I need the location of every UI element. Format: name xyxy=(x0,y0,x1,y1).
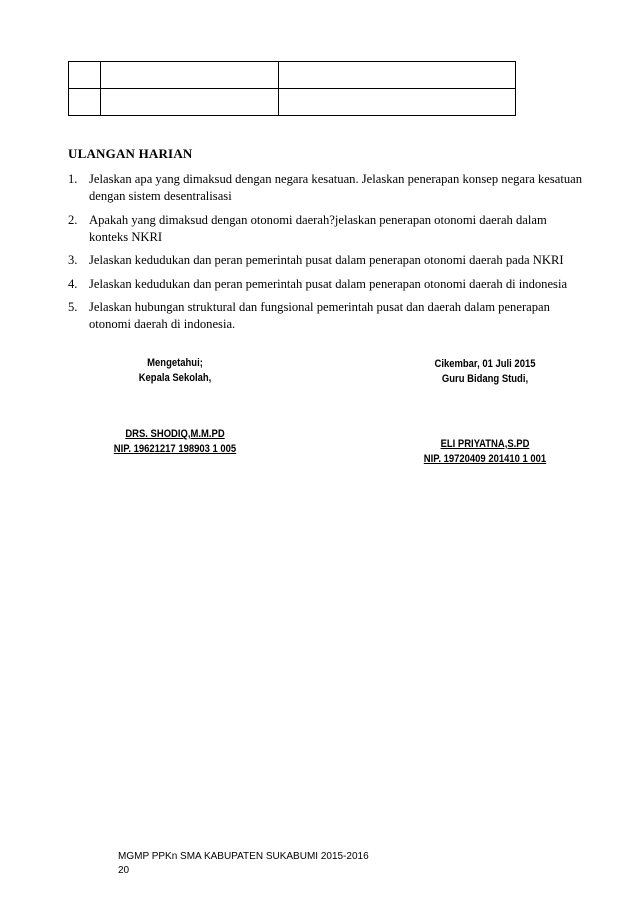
signature-block-teacher xyxy=(412,357,558,467)
question-number: 4. xyxy=(68,276,78,291)
signature-acknowledge: Mengetahui; xyxy=(147,357,203,369)
signature-nip: NIP. 19720409 201410 1 001 xyxy=(423,453,547,465)
footer-text: MGMP PPKn SMA KABUPATEN SUKABUMI 2015-2016 xyxy=(118,851,369,862)
signature-name: ELI PRIYATNA,S.PD xyxy=(440,438,530,450)
table-cell xyxy=(101,62,279,89)
section-title: ULANGAN HARIAN xyxy=(68,146,193,161)
signature-name: DRS. SHODIQ,M.M.PD xyxy=(125,428,225,440)
signature-place-date: Cikembar, 01 Juli 2015 xyxy=(434,358,536,370)
question-item xyxy=(68,252,588,269)
table-row xyxy=(69,62,516,89)
table-cell xyxy=(101,89,279,116)
question-item xyxy=(68,212,588,246)
table-cell xyxy=(69,62,101,89)
question-number: 5. xyxy=(68,300,78,314)
signature-role: Kepala Sekolah, xyxy=(138,372,212,384)
page-footer xyxy=(118,850,369,878)
question-list xyxy=(68,171,588,340)
question-text: Jelaskan kedudukan dan peran pemerintah pusat dalam penerapan otonomi daerah di indonesia xyxy=(89,276,568,291)
question-text: Jelaskan kedudukan dan peran pemerintah pusat dalam penerapan otonomi daerah pada NKRI xyxy=(89,253,564,267)
question-item xyxy=(68,276,588,293)
table-cell xyxy=(69,89,101,116)
page-number: 20 xyxy=(118,865,130,876)
question-number: 1. xyxy=(68,172,78,186)
question-item xyxy=(68,171,588,205)
question-text: Jelaskan apa yang dimaksud dengan negara kesatuan. Jelaskan penerapan konsep negara kesatuan dengan sistem desentralisasi xyxy=(89,172,583,203)
question-item xyxy=(68,299,588,333)
signature-role: Guru Bidang Studi, xyxy=(441,373,529,385)
question-number: 2. xyxy=(68,212,78,227)
signature-block-principal xyxy=(106,356,244,457)
signature-nip: NIP. 19621217 198903 1 005 xyxy=(113,443,237,455)
empty-table xyxy=(68,61,516,116)
table-row xyxy=(69,89,516,116)
question-text: Jelaskan hubungan struktural dan fungsional pemerintah pusat dan daerah dalam penerapan otonomi daerah di indonesia. xyxy=(89,300,550,331)
table-cell xyxy=(279,89,516,116)
question-text: Apakah yang dimaksud dengan otonomi daerah?jelaskan penerapan otonomi daerah dalam konteks NKRI xyxy=(89,212,547,244)
question-number: 3. xyxy=(68,253,78,267)
table-cell xyxy=(279,62,516,89)
